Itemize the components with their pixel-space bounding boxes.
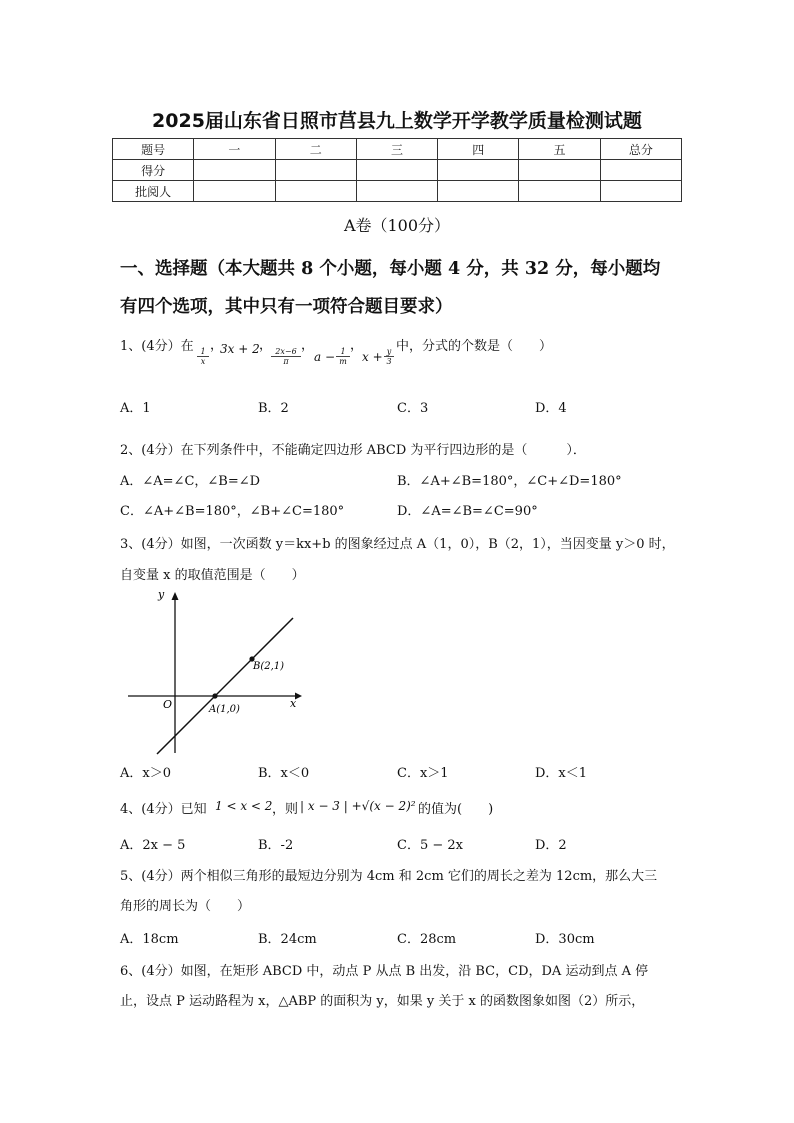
q2-option-b[interactable]: B．∠A+∠B=180°，∠C+∠D=180° [397, 474, 622, 489]
q4-option-a[interactable]: A．2x − 5 [120, 838, 186, 853]
q4-expression: | x − 3 | +√(x − 2)² [300, 799, 416, 813]
q4-prefix: 4、(4分）已知 [120, 802, 207, 817]
q3-option-c[interactable]: C．x＞1 [397, 766, 449, 781]
q1-frac4-numerator: y [384, 347, 394, 357]
q5-stem-line1: 5、(4分）两个相似三角形的最短边分别为 4cm 和 2cm 它们的周长之差为 12cm，那么大三 [120, 869, 658, 884]
table-cell [356, 160, 437, 181]
table-cell [438, 181, 519, 202]
q2-stem: 2、(4分）在下列条件中，不能确定四边形 ABCD 为平行四边形的是（ ）． [120, 443, 586, 458]
table-cell [600, 160, 681, 181]
q5-option-d[interactable]: D．30cm [535, 932, 595, 947]
page-title: 2025届山东省日照市莒县九上数学开学教学质量检测试题 [152, 110, 642, 132]
q3-linear-function-graph [120, 588, 310, 758]
q3-option-a[interactable]: A．x＞0 [120, 766, 171, 781]
q1-frac3-numerator: 1 [336, 347, 350, 357]
q1-expr-1: 3x + 2 [220, 342, 260, 356]
table-cell: 批阅人 [113, 181, 194, 202]
q1-frac2-numerator: 2x−6 [271, 347, 301, 357]
q4-option-c[interactable]: C．5 − 2x [397, 838, 463, 853]
q1-comma-2: ， [259, 338, 273, 353]
q1-frac1-numerator: 1 [197, 347, 209, 357]
q1-frac4-denominator: 3 [386, 357, 392, 366]
y-axis-arrow-icon [172, 592, 179, 600]
q1-expr-3: x + [362, 350, 383, 364]
score-table [112, 138, 682, 202]
table-cell: 五 [519, 139, 600, 160]
q6-stem-line2: 止，设点 P 运动路程为 x，△ABP 的面积为 y，如果 y 关于 x 的函数图象如图（2）所示， [120, 994, 645, 1009]
table-cell: 三 [356, 139, 437, 160]
table-cell: 一 [194, 139, 275, 160]
q5-stem-line2: 角形的周长为（ ） [120, 899, 251, 914]
q4-condition: 1 < x < 2 [215, 799, 273, 813]
q1-option-b[interactable]: B．2 [258, 401, 289, 416]
table-cell: 总分 [600, 139, 681, 160]
table-cell: 四 [438, 139, 519, 160]
q1-frac2-denominator: π [283, 357, 289, 366]
y-axis-label: y [158, 588, 165, 601]
q1-fraction-4 [384, 347, 394, 366]
function-line [157, 618, 293, 754]
q1-option-c[interactable]: C．3 [397, 401, 429, 416]
q1-comma-1: ， [210, 338, 224, 353]
q4-option-d[interactable]: D．2 [535, 838, 567, 853]
q1-frac1-denominator: x [200, 357, 206, 366]
table-cell [519, 181, 600, 202]
q1-fraction-3 [336, 347, 350, 366]
point-a-label: A(1,0) [209, 704, 240, 715]
x-axis-label: x [290, 697, 297, 710]
volume-heading: A卷（100分） [343, 216, 451, 235]
q3-stem-line2: 自变量 x 的取值范围是（ ） [120, 568, 305, 583]
q5-option-b[interactable]: B．24cm [258, 932, 317, 947]
q3-option-b[interactable]: B．x＜0 [258, 766, 310, 781]
q1-option-a[interactable]: A．1 [120, 401, 151, 416]
q4-mid: ，则 [272, 802, 299, 817]
table-cell [275, 160, 356, 181]
q1-suffix: 中，分式的个数是（ ） [396, 339, 553, 354]
point-b-label: B(2,1) [253, 661, 285, 672]
table-row [113, 139, 682, 160]
q1-expr-2: a − [314, 350, 336, 364]
q6-stem-line1: 6、(4分）如图，在矩形 ABCD 中，动点 P 从点 B 出发，沿 BC，CD，DA 运动到点 A 停 [120, 964, 649, 979]
table-row [113, 181, 682, 202]
q1-comma-4: ， [350, 338, 364, 353]
section-heading-line2: 有四个选项，其中只有一项符合题目要求） [120, 297, 453, 317]
table-cell [519, 160, 600, 181]
table-cell: 题号 [113, 139, 194, 160]
table-cell [194, 181, 275, 202]
q1-fraction-1 [197, 347, 209, 366]
q3-option-d[interactable]: D．x＜1 [535, 766, 588, 781]
section-heading-line1: 一、选择题（本大题共 8 个小题，每小题 4 分，共 32 分，每小题均 [120, 259, 661, 279]
q4-option-b[interactable]: B．-2 [258, 838, 294, 853]
q1-option-d[interactable]: D．4 [535, 401, 567, 416]
q2-option-d[interactable]: D．∠A=∠B=∠C=90° [397, 504, 538, 519]
q3-stem-line1: 3、(4分）如图，一次函数 y＝kx+b 的图象经过点 A（1，0），B（2，1），当因变量 y＞0 时， [120, 537, 675, 552]
q1-comma-3: ， [301, 338, 315, 353]
q5-option-a[interactable]: A．18cm [120, 932, 179, 947]
q5-option-c[interactable]: C．28cm [397, 932, 457, 947]
table-cell [438, 160, 519, 181]
table-row [113, 160, 682, 181]
q2-option-c[interactable]: C．∠A+∠B=180°，∠B+∠C=180° [120, 504, 345, 519]
origin-label: O [163, 698, 173, 711]
q1-prefix: 1、(4分）在 [120, 339, 194, 354]
table-cell [194, 160, 275, 181]
point-a-marker [212, 693, 217, 698]
table-cell [600, 181, 681, 202]
q2-option-a[interactable]: A．∠A=∠C，∠B=∠D [120, 474, 261, 489]
table-cell [275, 181, 356, 202]
table-cell [356, 181, 437, 202]
table-cell: 二 [275, 139, 356, 160]
table-cell: 得分 [113, 160, 194, 181]
q1-frac3-denominator: m [339, 357, 347, 366]
q1-fraction-2 [271, 347, 301, 366]
q4-suffix: 的值为( ) [418, 802, 494, 817]
